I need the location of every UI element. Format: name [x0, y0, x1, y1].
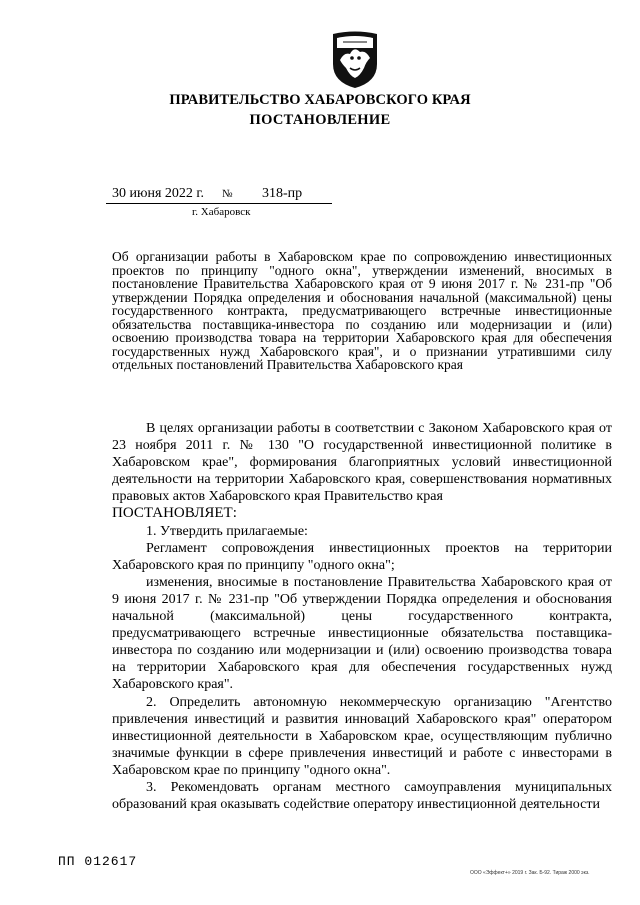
- paragraph-2: 2. Определить автономную некоммерческую организацию "Агентство привлечения инвестиций и развития инноваций Хабаровского края" оператором инвестиционной деятельности в Хабаровском крае, осуществляющим публично значимые функции в сфере привлечения инвестиций и работе с инвесторами в Хабаровском крае по принципу "одного окна".: [112, 694, 612, 778]
- document-number: 318-пр: [262, 186, 303, 201]
- printer-info: ООО «Эффект+» 2019 г. Зак. Б-92. Тираж 2000 экз.: [470, 870, 590, 876]
- resolves-heading: ПОСТАНОВЛЯЕТ:: [112, 505, 237, 522]
- intro-paragraph: В целях организации работы в соответствии с Законом Хабаровского края от 23 ноября 2011 г. № 130 "О государственной инвестиционной политике в Хабаровском крае", формирования благоприятных условий инвестиционной деятельности на территории Хабаровского края, совершенствования нормативных правовых актов Хабаровского края Правительство края: [112, 421, 612, 505]
- document-city: г. Хабаровск: [192, 206, 251, 218]
- form-code: ПП 012617: [58, 854, 138, 869]
- document-type: ПОСТАНОВЛЕНИЕ: [249, 112, 391, 128]
- coat-of-arms-emblem-icon: [330, 28, 380, 90]
- paragraph-1b: изменения, вносимые в постановление Правительства Хабаровского края от 9 июня 2017 г. № 231-пр "Об утверждении Порядка определения и обоснования начальной (максимальной) цены государственного контракта, предусматривающего встречные инвестиционные обязательства поставщика-инвестора по созданию или модернизации и (или) освоению производства товара на территории Хабаровского края для обеспечения государственных нужд Хабаровского края".: [112, 574, 612, 693]
- paragraph-3: 3. Рекомендовать органам местного самоуправления муниципальных образований края оказывать содействие оператору инвестиционной деятельности: [112, 779, 612, 813]
- document-title: Об организации работы в Хабаровском крае по сопровождению инвестиционных проектов по принципу "одного окна", утверждении изменений, вносимых в постановление Правительства Хабаровского края от 9 июня 2017 г. № 231-пр "Об утверждении Порядка определения и обоснования начальной (максимальной) цены государственного контракта, предусматривающего встречные инвестиционные обязательства поставщика-инвестора по созданию или модернизации и (или) освоению производства товара на территории Хабаровского края для обеспечения государственных нужд Хабаровского края", и о признании утратившими силу отдельных постановлений Правительства Хабаровского края: [112, 249, 612, 372]
- document-date: 30 июня 2022 г.: [112, 186, 205, 201]
- government-name: ПРАВИТЕЛЬСТВО ХАБАРОВСКОГО КРАЯ: [169, 92, 471, 108]
- paragraph-1a: Регламент сопровождения инвестиционных проектов на территории Хабаровского края по принципу "одного окна";: [112, 540, 612, 573]
- number-sign: №: [222, 188, 233, 200]
- paragraph-1: 1. Утвердить прилагаемые:: [146, 523, 308, 539]
- document-body: [112, 420, 612, 813]
- date-number-underline: [106, 203, 332, 204]
